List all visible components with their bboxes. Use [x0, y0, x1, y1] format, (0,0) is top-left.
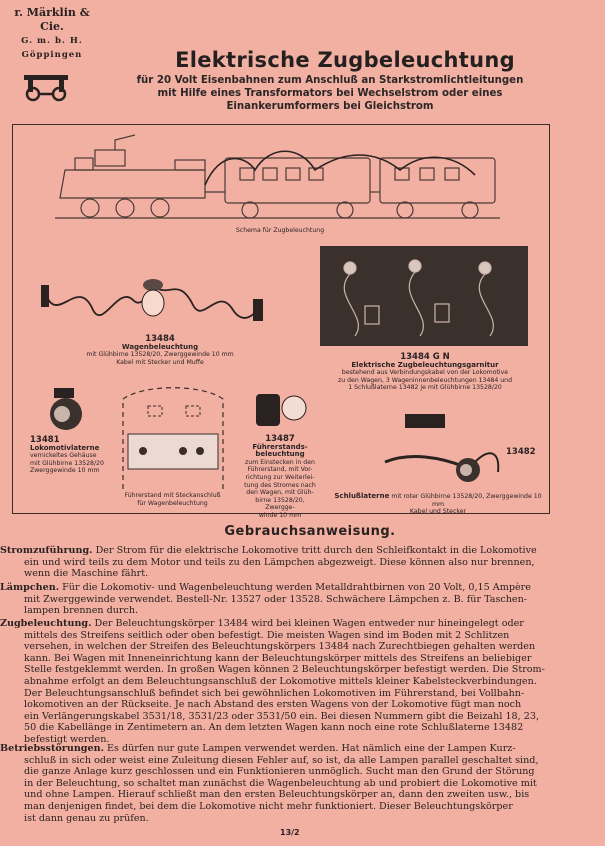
caption-line: zu den Wagen, 3 Wageninnenbeleuchtungen 13484 und	[337, 376, 513, 384]
subtitle-line: für 20 Volt Eisenbahnen zum Anschluß an Starkstromlichtleitungen	[136, 75, 524, 86]
product-title: beleuchtung	[255, 450, 305, 459]
cable-13484-icon	[38, 255, 268, 335]
product-title: Wagenbeleuchtung	[121, 342, 199, 351]
caption-line: für Wagenbeleuchtung	[137, 499, 208, 507]
caption-line: mit Glühbirne 13528/20, Zwerggewinde 10 mm	[86, 351, 234, 359]
caption-line: Kabel und Stecker	[409, 508, 467, 516]
caption-line: Führerstand, mit Vor-	[247, 466, 313, 474]
cab-connector-icon	[118, 384, 228, 492]
firm-line: Göppingen	[21, 50, 83, 60]
cable-caption	[70, 336, 250, 366]
garnitur-photo	[320, 246, 528, 346]
lantern-caption	[30, 437, 110, 475]
tail-lamp-icon	[380, 412, 520, 492]
maerklin-logo-icon	[20, 72, 72, 102]
paragraph-line: kann. Bei Wagen mit Inneneinrichtung kann der Beleuchtungskörper mittels des Streifens an beliebiger	[24, 652, 532, 664]
product-title: Elektrische Zugbeleuchtungsgarnitur	[351, 360, 499, 369]
product-title: Schlußlaterne	[334, 492, 390, 500]
product-number: 13487	[265, 434, 295, 444]
paragraph-line: ein und wird teils zu dem Motor und teils zu den Lämpchen abgezweigt. Diese können also nur brennen,	[24, 556, 535, 568]
cab-light-caption	[240, 436, 320, 520]
paragraph-line: schluß in sich oder weist eine Zuleitung diesen Fehler auf, so ist, da alle Lampen parallel geschaltet sind,	[24, 754, 539, 766]
product-number: 13484	[145, 334, 175, 344]
caption-line: winde 10 mm	[258, 511, 302, 519]
tail-lamp-caption	[328, 493, 548, 516]
caption-line: 1 Schlußlaterne 13482 je mit Glühbirne 13528/20	[348, 384, 502, 392]
paragraph-text: Der Beleuchtungskörper 13484 wird bei kleinen Wagen entweder nur hineingelegt oder	[91, 618, 524, 629]
paragraph-line: in der Beleuchtung, so schaltet man zunächst die Wagenbeleuchtung ab und probiert die Lokomotive mit	[24, 777, 537, 789]
paragraph-term: Stromzuführung.	[0, 545, 93, 556]
caption-line: birne 13528/20, Zwergge-	[255, 496, 305, 512]
page-number: 13/2	[280, 828, 300, 837]
paragraph-text: Für die Lokomotiv- und Wagenbeleuchtung werden Metalldrahtbirnen von 20 Volt, 0,15 Ampère	[59, 582, 531, 593]
paragraph-line: versehen, in welchen der Streifen des Beleuchtungskörpers 13484 nach Zurechtbiegen gehalten werden	[24, 641, 536, 653]
paragraph-line: mit Zwerggewinde verwendet. Bestell-Nr. 13527 oder 13528. Schwächere Lämpchen z. B. für Taschen-	[24, 593, 528, 605]
product-number: 13484 G N	[400, 352, 450, 362]
locomotive-lantern-icon	[42, 386, 92, 434]
subtitle	[70, 74, 590, 113]
paragraph-laempchen	[0, 582, 590, 617]
caption-line: Kabel mit Stecker und Muffe	[116, 358, 204, 366]
caption-line: mit roter Glühbirne 13528/20, Zwerggewinde 10 mm	[391, 493, 542, 508]
caption-line: vernickeltes Gehäuse	[30, 452, 97, 460]
paragraph-line: mittels des Streifens seitlich oder oben befestigt. Die meisten Wagen sind im Boden mit 2 Schlitzen	[24, 629, 510, 641]
paragraph-stromzufuehrung	[0, 545, 590, 580]
page-title: Elektrische Zugbeleuchtung	[175, 48, 515, 72]
paragraph-line: Stelle festgeklemmt werden. In großen Wagen können 2 Beleuchtungskörper befestigt werden. Die Strom-	[24, 664, 545, 676]
subtitle-line: mit Hilfe eines Transformators bei Wechselstrom oder eines	[157, 88, 503, 99]
schema-caption: Schema für Zugbeleuchtung	[235, 227, 325, 234]
paragraph-line: wenn die Maschine fährt.	[24, 568, 149, 580]
paragraph-zugbeleuchtung	[0, 618, 590, 746]
caption-line: mit Glühbirne 13528/20	[30, 459, 104, 467]
paragraph-line: man denjenigen findet, bei dem die Lokomotive nicht mehr funktioniert. Dieser Beleuchtungskörper	[24, 800, 513, 812]
paragraph-betriebsstoerungen	[0, 743, 590, 824]
caption-line: richtung zur Weiterlei-	[245, 473, 315, 481]
caption-line: tung des Stromes nach	[244, 481, 316, 489]
firm-name	[2, 6, 102, 62]
caption-line: Führerstand mit Steckanschluß	[124, 492, 221, 499]
paragraph-line: ein Verlängerungskabel 3531/18, 3531/23 oder 3531/50 ein. Bei diesen Nummern gibt die Beizahl 18, 23,	[24, 710, 540, 722]
garnitur-caption	[320, 354, 530, 392]
paragraph-term: Betriebsstörungen.	[0, 743, 104, 754]
product-number: 13481	[30, 435, 60, 445]
paragraph-line: lampen brennen durch.	[24, 605, 139, 617]
firm-line: r. Märklin & Cie.	[14, 6, 90, 33]
paragraph-line: befestigt werden.	[24, 733, 110, 745]
paragraph-text: Der Strom für die elektrische Lokomotive tritt durch den Schleifkontakt in die Lokomotive	[92, 545, 537, 556]
paragraph-line: 50 die Kabellänge in Zentimetern an. An dem letzten Wagen kann noch eine rote Schlußlaterne 13482	[24, 722, 524, 734]
paragraph-line: ist dann genau zu prüfen.	[24, 812, 149, 824]
section-title: Gebrauchsanweisung.	[224, 524, 396, 539]
caption-line: zum Einstecken in den	[245, 458, 315, 466]
product-number: 13482	[506, 447, 536, 457]
paragraph-line: abnahme erfolgt an dem Beleuchtungsanschluß der Lokomotive mittels kleiner Kabelsteckverbindungen.	[24, 675, 537, 687]
paragraph-line: lokomotiven an der Rückseite. Je nach Abstand des ersten Wagens von der Lokomotive fügt man noch	[24, 699, 522, 711]
paragraph-term: Zugbeleuchtung.	[0, 618, 92, 629]
train-schematic-icon	[55, 130, 500, 225]
paragraph-text: Es dürfen nur gute Lampen verwendet werden. Hat nämlich eine der Lampen Kurz-	[103, 743, 516, 754]
caption-line: bestehend aus Verbindungskabel von der Lokomotive	[341, 369, 509, 377]
product-title: Führerstands-	[252, 442, 308, 451]
paragraph-line: und ohne Lampen. Hierauf schließt man den ersten Beleuchtungskörper an, dann den zweiten usw., bis	[24, 789, 530, 801]
firm-line: G. m. b. H.	[21, 36, 83, 46]
cab-light-icon	[254, 388, 314, 434]
caption-line: den Wagen, mit Glüh-	[246, 489, 314, 497]
paragraph-line: Der Beleuchtungsanschluß befindet sich bei gewöhnlichen Lokomotiven im Führerstand, bei Vollbahn-	[24, 687, 525, 699]
cab-caption	[110, 492, 235, 507]
paragraph-line: die ganze Anlage kurz geschlossen und ein Funktionieren unmöglich. Sucht man den Grund der Störung	[24, 766, 535, 778]
subtitle-line: Einankerumformers bei Gleichstrom	[226, 101, 434, 112]
paragraph-term: Lämpchen.	[0, 582, 60, 593]
caption-line: Zwerggewinde 10 mm	[30, 467, 100, 475]
product-title: Lokomotivlaterne	[30, 443, 100, 452]
lamp-set-icon	[320, 246, 528, 346]
